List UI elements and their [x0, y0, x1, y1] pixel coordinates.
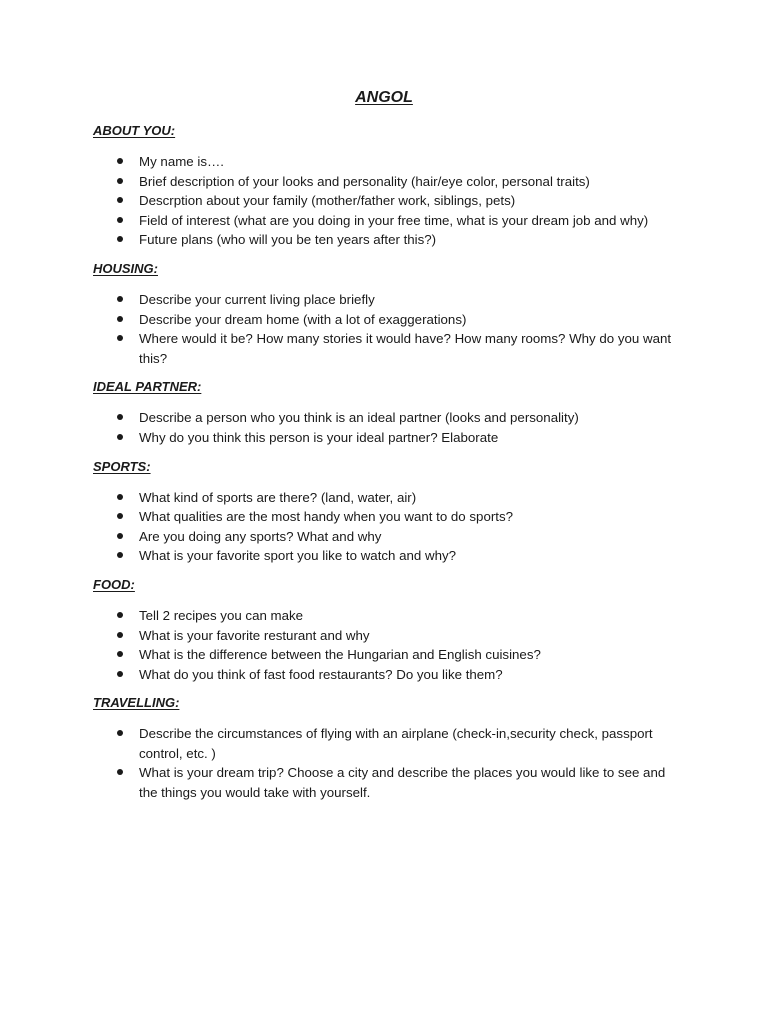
bullet-list	[93, 152, 683, 250]
document-body	[93, 122, 683, 813]
list-item: Tell 2 recipes you can make	[93, 606, 683, 626]
list-item: Future plans (who will you be ten years after this?)	[93, 230, 683, 250]
section-heading: HOUSING:	[93, 260, 158, 276]
section-about-you	[93, 122, 683, 250]
section-heading: SPORTS:	[93, 458, 151, 474]
section-heading: TRAVELLING:	[93, 695, 180, 711]
section-ideal-partner	[93, 378, 683, 447]
list-item: What kind of sports are there? (land, water, air)	[93, 488, 683, 508]
section-heading: IDEAL PARTNER:	[93, 379, 202, 395]
list-item: What is your favorite sport you like to watch and why?	[93, 546, 683, 566]
section-food	[93, 576, 683, 684]
list-item: My name is….	[93, 152, 683, 172]
list-item: Describe a person who you think is an ideal partner (looks and personality)	[93, 408, 683, 428]
list-item: Where would it be? How many stories it would have? How many rooms? Why do you want this?	[93, 329, 683, 368]
list-item: What is the difference between the Hungarian and English cuisines?	[93, 645, 683, 665]
bullet-list	[93, 488, 683, 566]
section-heading: ABOUT YOU:	[93, 123, 176, 138]
document-title: ANGOL	[355, 89, 413, 106]
list-item: Why do you think this person is your ideal partner? Elaborate	[93, 428, 683, 448]
list-item: What is your dream trip? Choose a city and describe the places you would like to see and the things you would take with yourself.	[93, 763, 683, 802]
section-housing	[93, 260, 683, 368]
bullet-list	[93, 606, 683, 684]
list-item: What qualities are the most handy when you want to do sports?	[93, 507, 683, 527]
list-item: What do you think of fast food restaurants? Do you like them?	[93, 665, 683, 685]
section-travelling	[93, 694, 683, 802]
list-item: Brief description of your looks and personality (hair/eye color, personal traits)	[93, 172, 683, 192]
section-heading: FOOD:	[93, 576, 135, 592]
bullet-list	[93, 290, 683, 368]
list-item: Field of interest (what are you doing in your free time, what is your dream job and why)	[93, 211, 683, 231]
list-item: What is your favorite resturant and why	[93, 626, 683, 646]
list-item: Describe the circumstances of flying with an airplane (check-in,security check, passport control, etc. )	[93, 724, 683, 763]
bullet-list	[93, 724, 683, 802]
list-item: Are you doing any sports? What and why	[93, 527, 683, 547]
list-item: Describe your dream home (with a lot of exaggerations)	[93, 310, 683, 330]
list-item: Describe your current living place briefly	[93, 290, 683, 310]
bullet-list	[93, 408, 683, 447]
list-item: Descrption about your family (mother/father work, siblings, pets)	[93, 191, 683, 211]
section-sports	[93, 458, 683, 566]
